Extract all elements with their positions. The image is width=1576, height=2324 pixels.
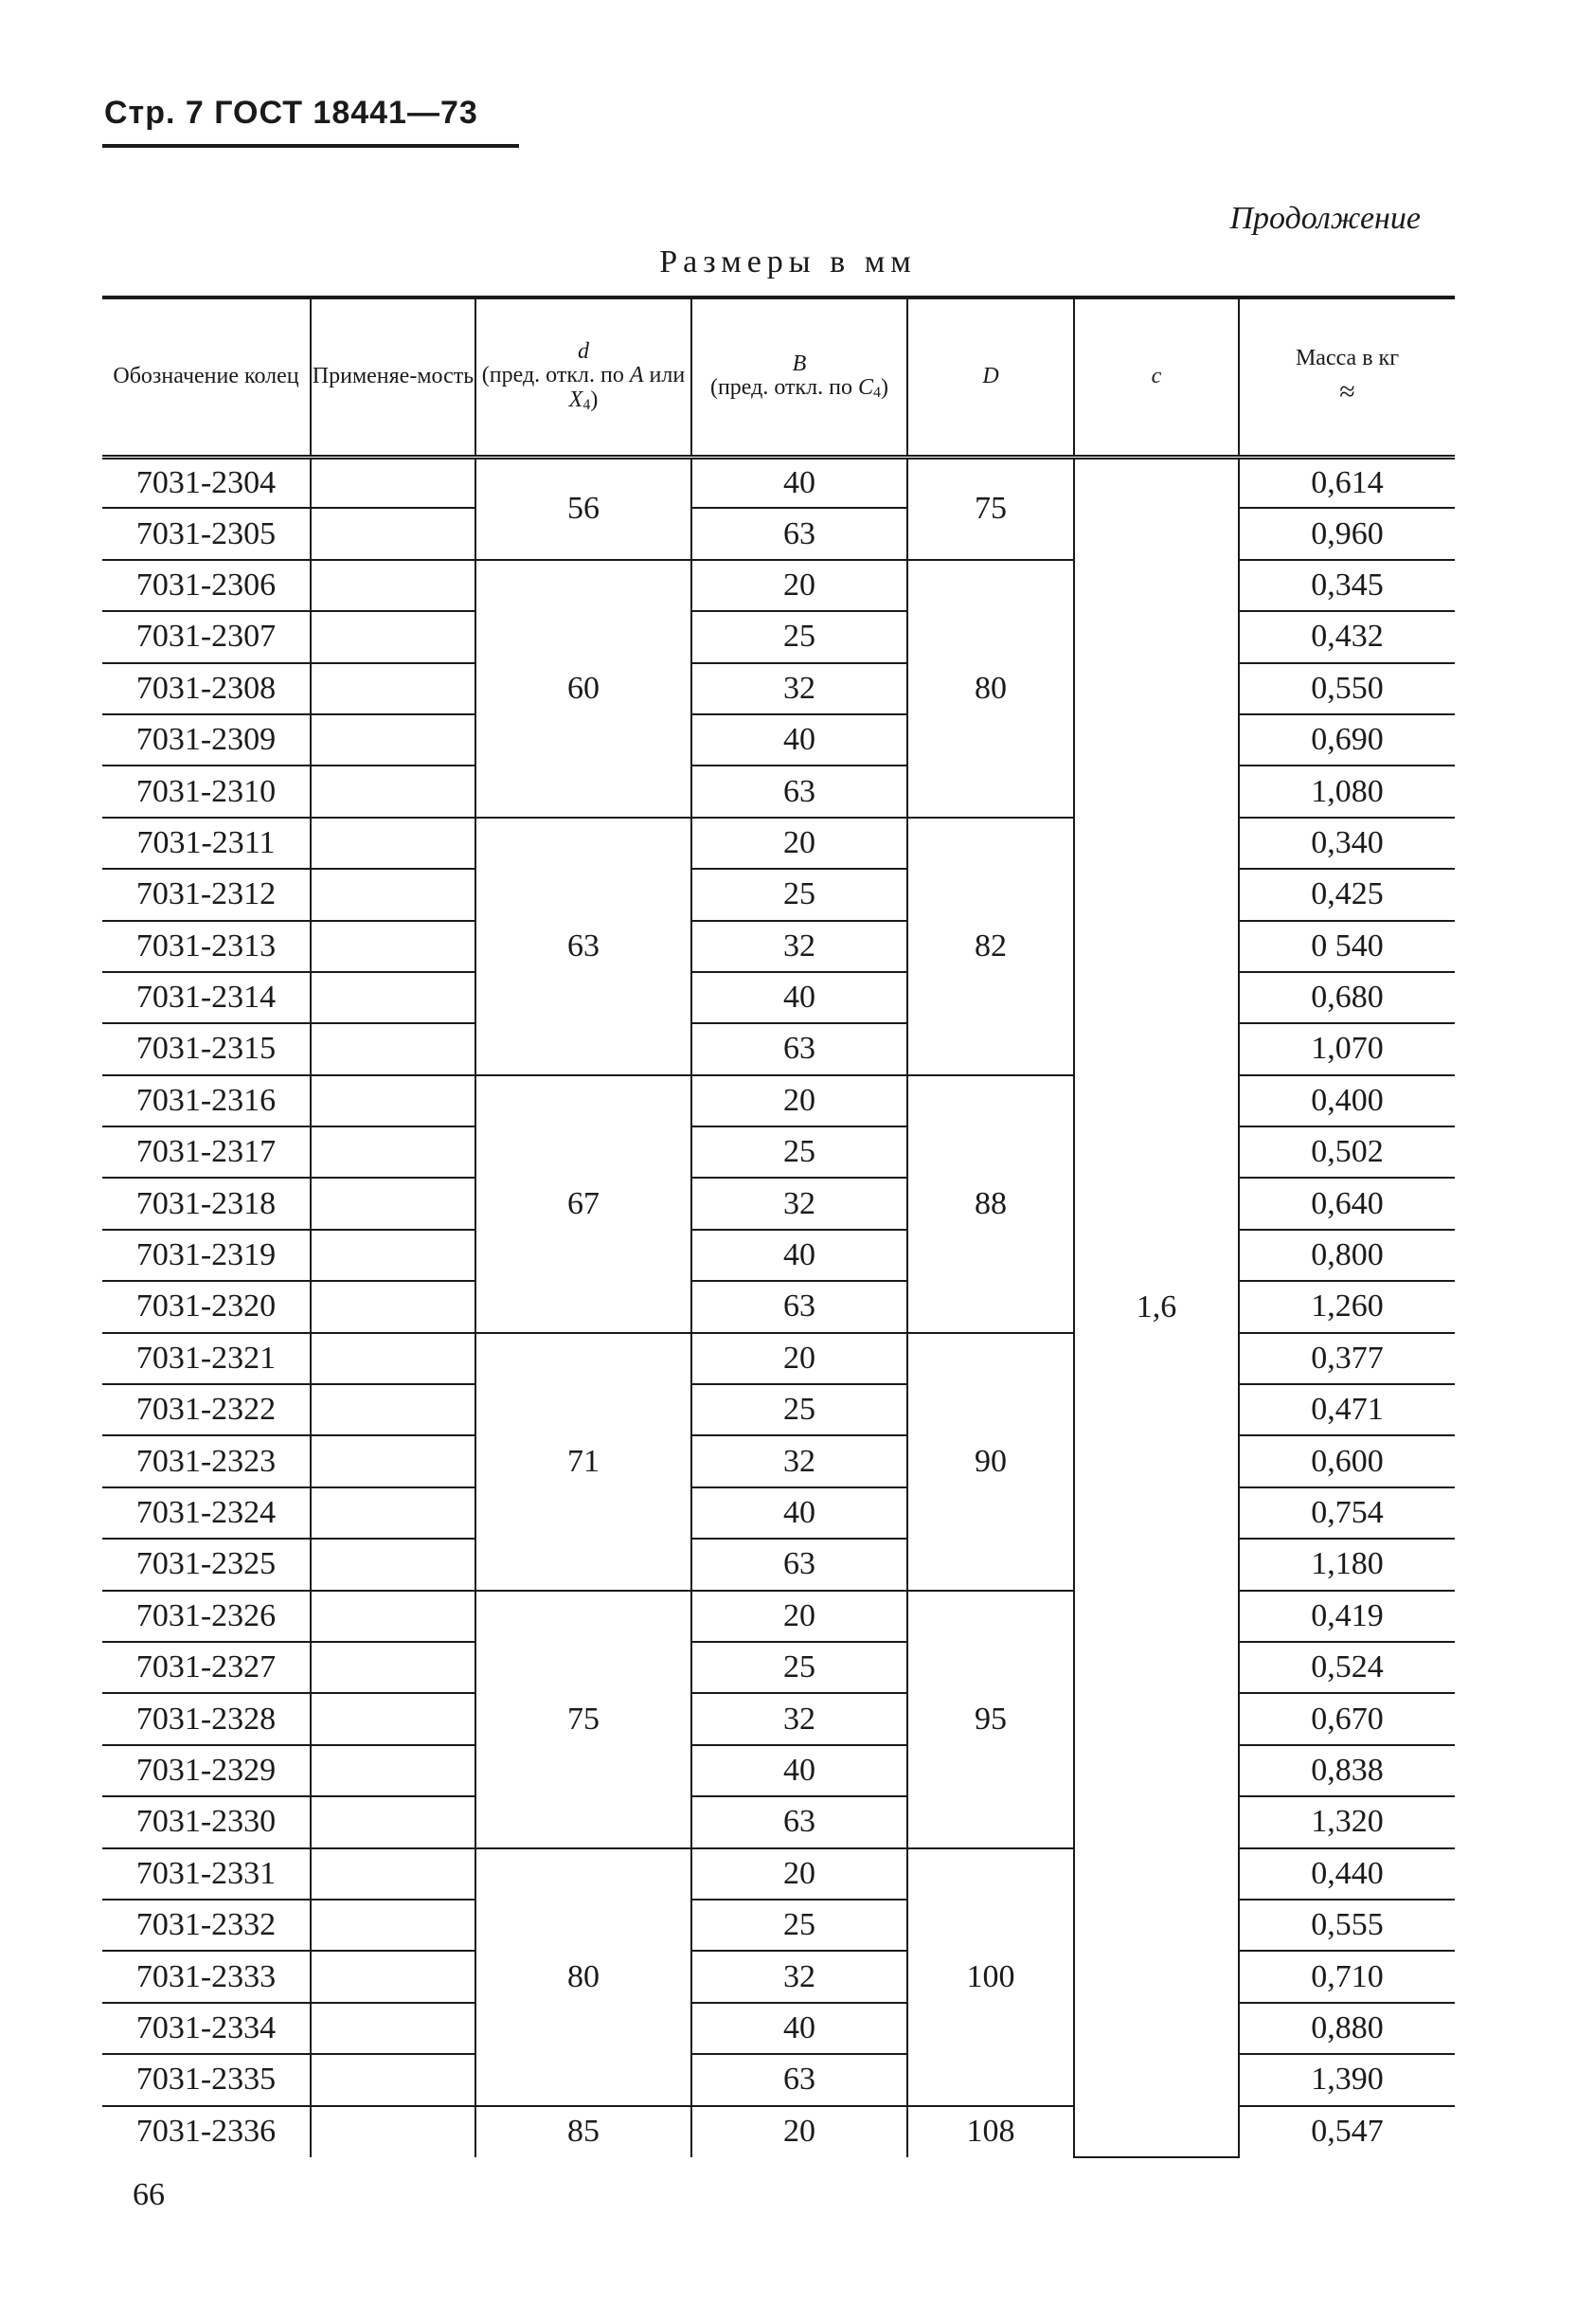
mass-cell: 0,419 [1239,1591,1455,1642]
ring-designation-cell: 7031-2315 [102,1023,311,1074]
ring-designation-cell: 7031-2320 [102,1281,311,1332]
width-cell: 40 [691,1745,907,1796]
mass-cell: 0,670 [1239,1693,1455,1744]
table-row [102,560,1455,611]
applicability-cell [311,560,475,611]
outer-diameter-cell: 108 [907,2106,1074,2157]
applicability-cell [311,2106,475,2157]
width-cell: 40 [691,457,907,508]
ring-designation-cell: 7031-2308 [102,663,311,714]
header-row [102,297,1455,457]
table-row [102,1435,1455,1486]
table-row [102,1384,1455,1435]
table-row [102,1796,1455,1847]
mass-cell: 0,440 [1239,1848,1455,1900]
ring-dimensions-table [102,296,1455,2158]
width-cell: 20 [691,1075,907,1126]
mass-cell: 0,471 [1239,1384,1455,1435]
table-row [102,508,1455,559]
applicability-cell [311,1487,475,1539]
mass-cell: 0 540 [1239,921,1455,972]
inner-diameter-cell: 85 [475,2106,691,2157]
table-row [102,2003,1455,2054]
applicability-cell [311,818,475,869]
header-d-note: (пред. откл. по [481,363,624,388]
mass-cell: 0,502 [1239,1126,1455,1178]
ring-designation-cell: 7031-2334 [102,2003,311,2054]
header-b-note-sub: 4 [873,384,882,401]
table-row [102,457,1455,508]
table-row [102,1900,1455,1951]
width-cell: 32 [691,663,907,714]
header-mass-approx: ≈ [1339,375,1355,407]
width-cell: 63 [691,766,907,817]
header-d: d (пред. откл. по A или X4) [475,297,691,457]
width-cell: 20 [691,1848,907,1900]
applicability-cell [311,1230,475,1281]
outer-diameter-cell: 82 [907,818,1074,1075]
applicability-cell [311,1178,475,1229]
applicability-cell [311,1075,475,1126]
ring-designation-cell: 7031-2333 [102,1951,311,2002]
mass-cell: 0,345 [1239,560,1455,611]
table-row [102,972,1455,1023]
table-row [102,1591,1455,1642]
mass-cell: 0,614 [1239,457,1455,508]
width-cell: 63 [691,2054,907,2105]
width-cell: 63 [691,1281,907,1332]
header-d-note-sub: 4 [582,396,591,413]
ring-designation-cell: 7031-2330 [102,1796,311,1847]
table-row [102,921,1455,972]
table-body [102,457,1455,2157]
inner-diameter-cell: 71 [475,1333,691,1591]
ring-designation-cell: 7031-2317 [102,1126,311,1178]
mass-cell: 1,080 [1239,766,1455,817]
mass-cell: 0,754 [1239,1487,1455,1539]
applicability-cell [311,1281,475,1332]
applicability-cell [311,714,475,766]
table-row [102,1230,1455,1281]
ring-designation-cell: 7031-2332 [102,1900,311,1951]
width-cell: 40 [691,1487,907,1539]
mass-cell: 0,960 [1239,508,1455,559]
header-d-note-a: A [629,363,644,388]
applicability-cell [311,1023,475,1074]
ring-designation-cell: 7031-2316 [102,1075,311,1126]
mass-cell: 0,400 [1239,1075,1455,1126]
mass-cell: 0,555 [1239,1900,1455,1951]
mass-cell: 1,320 [1239,1796,1455,1847]
inner-diameter-cell: 80 [475,1848,691,2106]
width-cell: 32 [691,1435,907,1486]
header-designation: Обозначение колец [102,297,311,457]
width-cell: 40 [691,2003,907,2054]
ring-designation-cell: 7031-2319 [102,1230,311,1281]
applicability-cell [311,611,475,662]
applicability-cell [311,1900,475,1951]
applicability-cell [311,1745,475,1796]
mass-cell: 0,690 [1239,714,1455,766]
mass-cell: 0,524 [1239,1642,1455,1693]
ring-designation-cell: 7031-2323 [102,1435,311,1486]
header-d-note-or: или [649,363,686,388]
width-cell: 20 [691,560,907,611]
table-row [102,1126,1455,1178]
mass-cell: 1,390 [1239,2054,1455,2105]
width-cell: 25 [691,1642,907,1693]
ring-designation-cell: 7031-2328 [102,1693,311,1744]
inner-diameter-cell: 75 [475,1591,691,1848]
header-b: B (пред. откл. по C4) [691,297,907,457]
mass-cell: 0,425 [1239,869,1455,920]
width-cell: 63 [691,1023,907,1074]
header-d-note-x: X [568,387,583,412]
width-cell: 25 [691,1900,907,1951]
ring-designation-cell: 7031-2325 [102,1539,311,1590]
ring-designation-cell: 7031-2327 [102,1642,311,1693]
applicability-cell [311,1642,475,1693]
table-row [102,1333,1455,1384]
header-b-note-c: C [858,374,874,400]
width-cell: 20 [691,2106,907,2157]
inner-diameter-cell: 56 [475,457,691,560]
mass-cell: 0,547 [1239,2106,1455,2157]
applicability-cell [311,766,475,817]
page-header: Стр. 7 ГОСТ 18441—73 [104,95,478,131]
outer-diameter-cell: 88 [907,1075,1074,1333]
applicability-cell [311,921,475,972]
applicability-cell [311,869,475,920]
applicability-cell [311,1384,475,1435]
mass-cell: 0,880 [1239,2003,1455,2054]
inner-diameter-cell: 63 [475,818,691,1075]
applicability-cell [311,2003,475,2054]
mass-cell: 0,432 [1239,611,1455,662]
table-row [102,1023,1455,1074]
width-cell: 40 [691,1230,907,1281]
width-cell: 25 [691,869,907,920]
outer-diameter-cell: 90 [907,1333,1074,1591]
ring-designation-cell: 7031-2322 [102,1384,311,1435]
ring-designation-cell: 7031-2331 [102,1848,311,1900]
ring-designation-cell: 7031-2314 [102,972,311,1023]
width-cell: 40 [691,714,907,766]
width-cell: 20 [691,1591,907,1642]
ring-designation-cell: 7031-2329 [102,1745,311,1796]
table-row [102,1539,1455,1590]
table-row [102,663,1455,714]
table-row [102,2106,1455,2157]
header-b-note: (пред. откл. по [709,374,853,400]
width-cell: 40 [691,972,907,1023]
table-row [102,766,1455,817]
table-row [102,1951,1455,2002]
table-row [102,611,1455,662]
units-caption: Размеры в мм [659,244,917,279]
mass-cell: 1,070 [1239,1023,1455,1074]
inner-diameter-cell: 67 [475,1075,691,1333]
ring-designation-cell: 7031-2335 [102,2054,311,2105]
applicability-cell [311,1126,475,1178]
ring-designation-cell: 7031-2321 [102,1333,311,1384]
ring-designation-cell: 7031-2306 [102,560,311,611]
outer-diameter-cell: 100 [907,1848,1074,2106]
page-number: 66 [133,2177,165,2212]
header-rule [102,144,519,148]
width-cell: 32 [691,921,907,972]
mass-cell: 1,260 [1239,1281,1455,1332]
applicability-cell [311,1591,475,1642]
ring-designation-cell: 7031-2318 [102,1178,311,1229]
chamfer-cell: 1,6 [1074,457,1239,2157]
header-applicability: Применяе-мость [311,297,475,457]
width-cell: 25 [691,1126,907,1178]
applicability-cell [311,1693,475,1744]
ring-designation-cell: 7031-2324 [102,1487,311,1539]
width-cell: 32 [691,1178,907,1229]
outer-diameter-cell: 80 [907,560,1074,818]
mass-cell: 1,180 [1239,1539,1455,1590]
applicability-cell [311,2054,475,2105]
applicability-cell [311,508,475,559]
applicability-cell [311,1539,475,1590]
ring-designation-cell: 7031-2336 [135,2114,277,2150]
table-row [102,1281,1455,1332]
table-row [102,1745,1455,1796]
mass-cell: 0,377 [1239,1333,1455,1384]
table-row [102,1693,1455,1744]
mass-cell: 0,800 [1239,1230,1455,1281]
outer-diameter-cell: 75 [907,457,1074,560]
width-cell: 20 [691,818,907,869]
ring-designation-cell: 7031-2312 [102,869,311,920]
applicability-cell [311,1796,475,1847]
applicability-cell [311,1333,475,1384]
inner-diameter-cell: 60 [475,560,691,818]
table-row [102,1075,1455,1126]
table-row [102,1642,1455,1693]
outer-diameter-cell: 95 [907,1591,1074,1848]
applicability-cell [311,1435,475,1486]
table-row [102,2054,1455,2105]
ring-designation-cell: 7031-2310 [102,766,311,817]
header-outer-diameter: D [907,297,1074,457]
width-cell: 63 [691,1539,907,1590]
ring-designation-cell: 7031-2313 [102,921,311,972]
mass-cell: 0,710 [1239,1951,1455,2002]
applicability-cell [311,1848,475,1900]
header-mass [1239,297,1455,457]
ring-designation-cell: 7031-2307 [102,611,311,662]
header-mass-label: Масса в кг [1295,346,1400,371]
table-row [102,1487,1455,1539]
width-cell: 20 [691,1333,907,1384]
table-row [102,1178,1455,1229]
width-cell: 63 [691,508,907,559]
applicability-cell [311,1951,475,2002]
header-chamfer: c [1074,297,1239,457]
applicability-cell [311,457,475,508]
mass-cell: 0,550 [1239,663,1455,714]
continuation-label: Продолжение [1229,201,1421,236]
mass-cell: 0,340 [1239,818,1455,869]
width-cell: 32 [691,1693,907,1744]
table-row [102,869,1455,920]
applicability-cell [311,972,475,1023]
mass-cell: 0,838 [1239,1745,1455,1796]
width-cell: 32 [691,1951,907,2002]
header-b-symbol: B [792,351,807,376]
applicability-cell [311,663,475,714]
width-cell: 25 [691,1384,907,1435]
mass-cell: 0,640 [1239,1178,1455,1229]
ring-designation-cell: 7031-2311 [102,818,311,869]
header-d-symbol: d [578,339,589,365]
width-cell: 63 [691,1796,907,1847]
table-row [102,714,1455,766]
width-cell: 25 [691,611,907,662]
mass-cell: 0,600 [1239,1435,1455,1486]
ring-designation-cell: 7031-2326 [102,1591,311,1642]
ring-designation-cell: 7031-2309 [102,714,311,766]
mass-cell: 0,680 [1239,972,1455,1023]
ring-designation-cell: 7031-2305 [102,508,311,559]
table-row [102,1848,1455,1900]
ring-designation-cell: 7031-2304 [102,457,311,508]
table-row [102,818,1455,869]
